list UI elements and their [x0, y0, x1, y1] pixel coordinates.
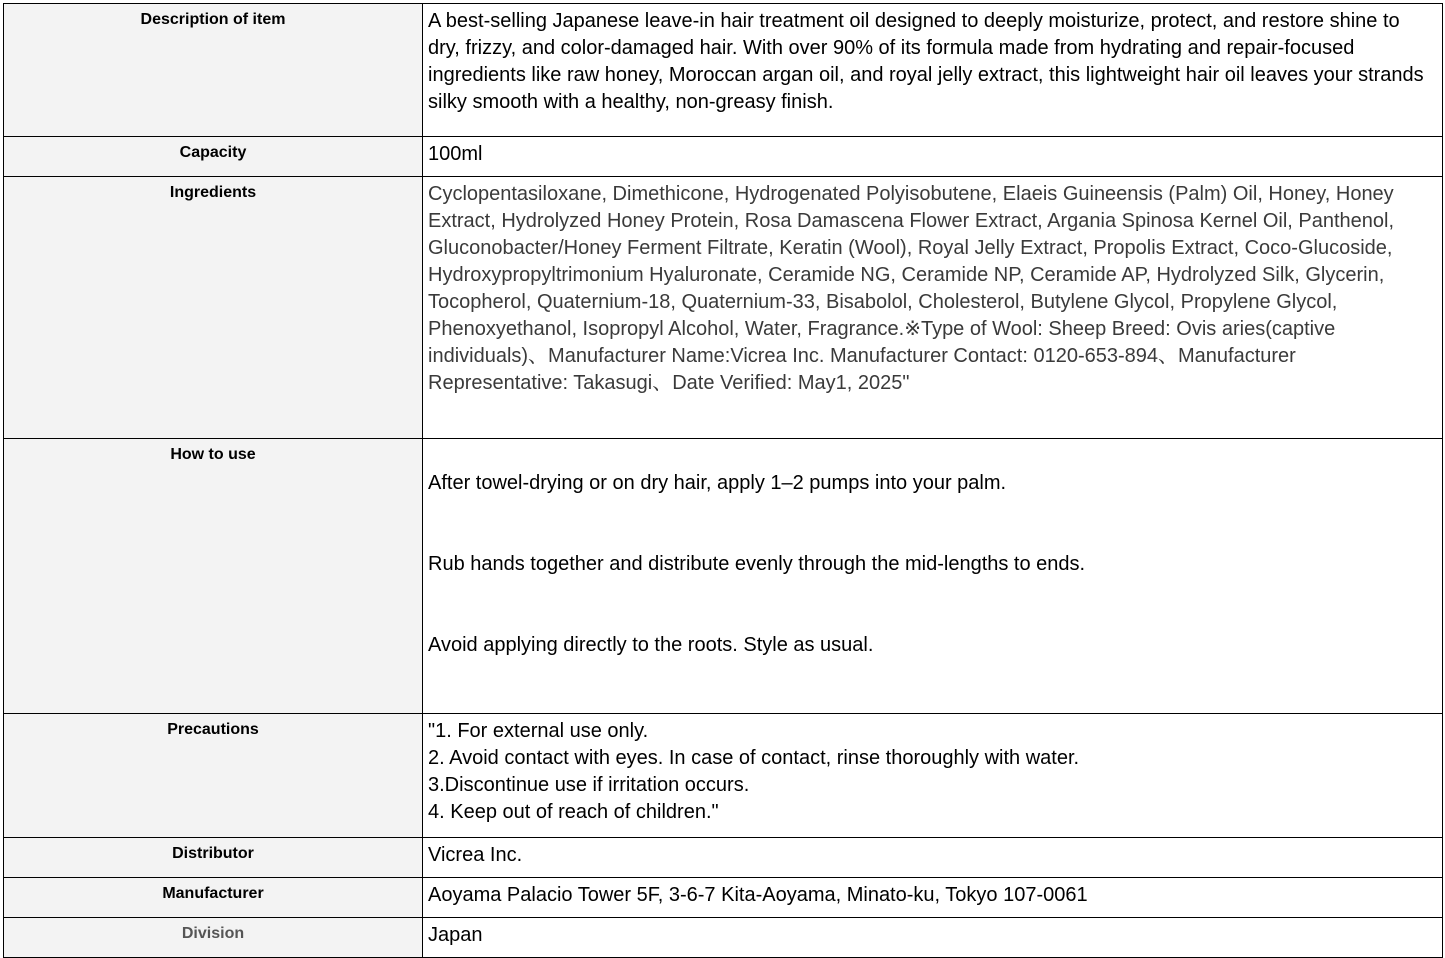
precaution-line: 2. Avoid contact with eyes. In case of contact, rinse thoroughly with water.: [428, 747, 1080, 769]
precaution-line: "1. For external use only.: [428, 720, 649, 742]
row-description: [4, 4, 1443, 137]
capacity-label: Capacity: [4, 137, 423, 177]
ingredients-label: Ingredients: [4, 177, 423, 439]
division-value: Japan: [423, 918, 1443, 958]
division-label: Division: [4, 918, 423, 958]
ingredients-value: Cyclopentasiloxane, Dimethicone, Hydrogenated Polyisobutene, Elaeis Guineensis (Palm) Oil, Honey, Honey Extract, Hydrolyzed Honey Protein, Rosa Damascena Flower Extract, Argania Spinosa Kernel Oil, Panthenol, Gluconobacter/Honey Ferment Filtrate, Keratin (Wool), Royal Jelly Extract, Propolis Extract, Coco-Glucoside, Hydroxypropyltrimonium Hyaluronate, Ceramide NG, Ceramide NP, Ceramide AP, Hydrolyzed Silk, Glycerin, Tocopherol, Quaternium-18, Quaternium-33, Bisabolol, Cholesterol, Butylene Glycol, Propylene Glycol, Phenoxyethanol, Isopropyl Alcohol, Water, Fragrance.※Type of Wool: Sheep Breed: Ovis aries(captive individuals)、Manufacturer Name:Vicrea Inc. Manufacturer Contact: 0120-653-894、Manufacturer Representative: Takasugi、Date Verified: May1, 2025": [423, 177, 1443, 439]
precaution-line: 4. Keep out of reach of children.": [428, 801, 719, 823]
capacity-value: 100ml: [423, 137, 1443, 177]
precautions-label: Precautions: [4, 714, 423, 838]
row-distributor: [4, 838, 1443, 878]
description-label: Description of item: [4, 4, 423, 137]
row-ingredients: [4, 177, 1443, 439]
row-manufacturer: [4, 878, 1443, 918]
distributor-label: Distributor: [4, 838, 423, 878]
row-capacity: [4, 137, 1443, 177]
row-division: [4, 918, 1443, 958]
how-to-use-step: After towel-drying or on dry hair, apply 1–2 pumps into your palm.: [428, 472, 1007, 494]
distributor-value: Vicrea Inc.: [423, 838, 1443, 878]
row-precautions: [4, 714, 1443, 838]
how-to-use-step: Avoid applying directly to the roots. Style as usual.: [428, 634, 874, 656]
how-to-use-value: [423, 439, 1443, 714]
product-spec-table: [3, 3, 1443, 958]
how-to-use-step: Rub hands together and distribute evenly through the mid-lengths to ends.: [428, 553, 1086, 575]
row-how-to-use: [4, 439, 1443, 714]
precaution-line: 3.Discontinue use if irritation occurs.: [428, 774, 750, 796]
manufacturer-value: Aoyama Palacio Tower 5F, 3-6-7 Kita-Aoyama, Minato-ku, Tokyo 107-0061: [423, 878, 1443, 918]
manufacturer-label: Manufacturer: [4, 878, 423, 918]
description-value: A best-selling Japanese leave-in hair treatment oil designed to deeply moisturize, protect, and restore shine to dry, frizzy, and color-damaged hair. With over 90% of its formula made from hydrating and repair-focused ingredients like raw honey, Moroccan argan oil, and royal jelly extract, this lightweight hair oil leaves your strands silky smooth with a healthy, non-greasy finish.: [423, 4, 1443, 137]
precautions-value: [423, 714, 1443, 838]
how-to-use-label: How to use: [4, 439, 423, 714]
